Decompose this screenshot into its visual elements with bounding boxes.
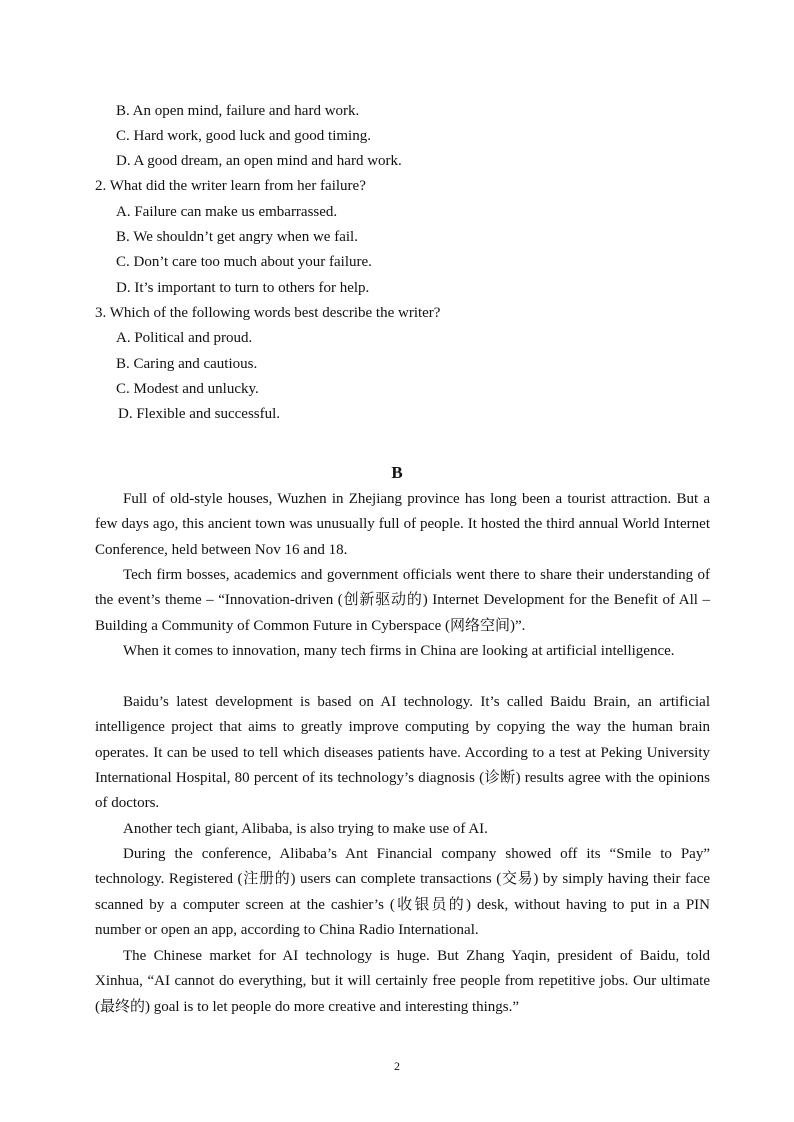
q2-option-c: C. Don’t care too much about your failure. [116, 254, 372, 270]
section-b-title: B [391, 463, 403, 482]
paragraph-5: Another tech giant, Alibaba, is also trying to make use of AI. [123, 821, 488, 837]
paragraph-4: Baidu’s latest development is based on AI technology. It’s called Baidu Brain, an artificial intelligence project that aims to greatly improve computing by copying the way the human brain operates. It can be used to tell which diseases patients have. According to a test at Peking University International Hospital, 80 percent of its technology’s diagnosis (诊断) results agree with the opinions of doctors. [95, 694, 710, 812]
q1-option-c: C. Hard work, good luck and good timing. [116, 128, 371, 144]
q2-option-a: A. Failure can make us embarrassed. [116, 204, 338, 220]
paragraph-1: Full of old-style houses, Wuzhen in Zhejiang province has long been a tourist attraction. But a few days ago, this ancient town was unusually full of people. It hosted the third annual World Internet Conference, held between Nov 16 and 18. [95, 491, 710, 558]
q2-option-d: D. It’s important to turn to others for help. [116, 280, 370, 296]
paragraph-3: When it comes to innovation, many tech firms in China are looking at artificial intelligence. [123, 643, 675, 659]
page-number: 2 [394, 1059, 400, 1073]
paragraph-2: Tech firm bosses, academics and government officials went there to share their understanding of the event’s theme – “Innovation-driven (创新驱动的) Internet Development for the Benefit of All – Building a Community of Common Future in Cyberspace (网络空间)”. [95, 567, 710, 634]
q2-stem: 2. What did the writer learn from her failure? [95, 178, 366, 194]
q1-option-d: D. A good dream, an open mind and hard work. [116, 153, 402, 169]
q3-option-d: D. Flexible and successful. [118, 406, 281, 422]
q3-option-a: A. Political and proud. [116, 330, 253, 346]
q2-option-b: B. We shouldn’t get angry when we fail. [116, 229, 358, 245]
paragraph-7: The Chinese market for AI technology is huge. But Zhang Yaqin, president of Baidu, told Xinhua, “AI cannot do everything, but it will certainly free people from repetitive jobs. Our ultimate (最终的) goal is to let people do more creative and interesting things.” [95, 948, 710, 1015]
q3-stem: 3. Which of the following words best describe the writer? [95, 305, 441, 321]
q1-option-b: B. An open mind, failure and hard work. [116, 103, 360, 119]
q3-option-c: C. Modest and unlucky. [116, 381, 259, 397]
q3-option-b: B. Caring and cautious. [116, 356, 258, 372]
paragraph-6: During the conference, Alibaba’s Ant Financial company showed off its “Smile to Pay” technology. Registered (注册的) users can complete transactions (交易) by simply having their face scanned by a computer screen at the cashier’s (收银员的) desk, without having to put in a PIN number or open an app, according to China Radio International. [95, 846, 710, 939]
